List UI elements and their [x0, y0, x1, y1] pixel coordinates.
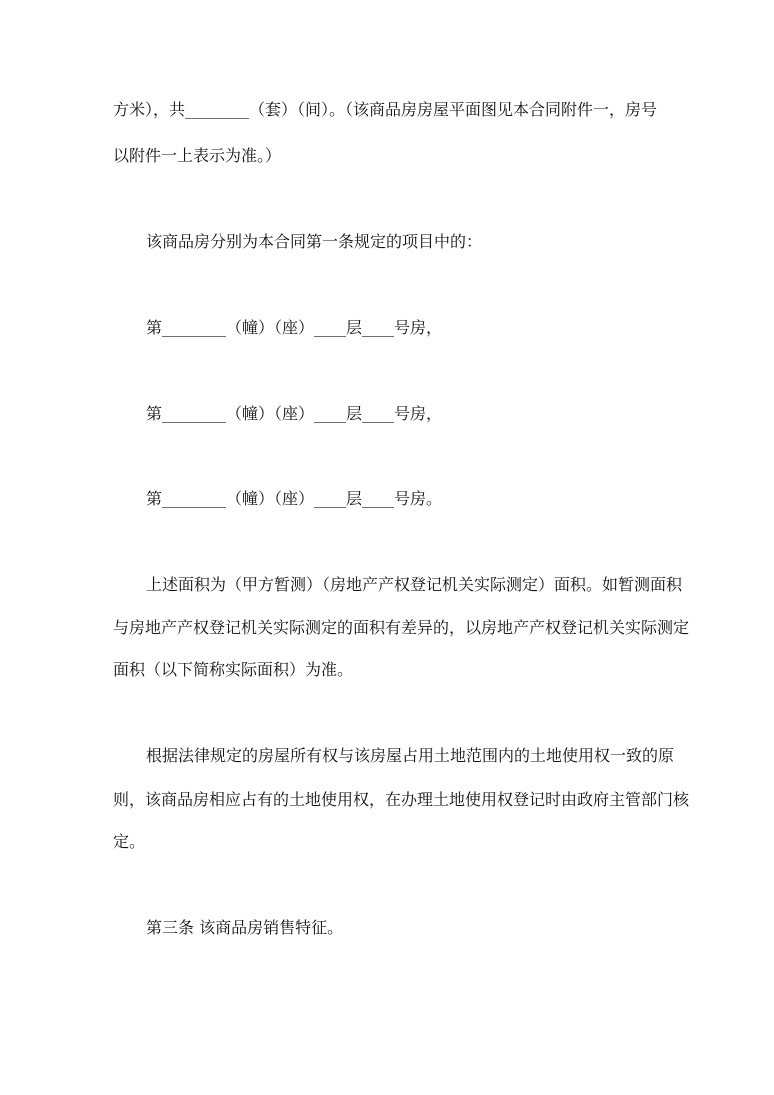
text-line: 面积（以下简称实际面积）为准。 — [113, 660, 354, 679]
text-line: 该商品房分别为本合同第一条规定的项目中的： — [146, 232, 483, 251]
text-line: 根据法律规定的房屋所有权与该房屋占用土地范围内的土地使用权一致的原 — [146, 746, 675, 765]
text-line: 方米），共________（套）（间）。（该商品房房屋平面图见本合同附件一，房号 — [113, 100, 658, 119]
unit-line: 第________（幢）（座）____层____号房， — [146, 404, 443, 423]
text-line: 与房地产产权登记机关实际测定的面积有差异的，以房地产产权登记机关实际测定 — [113, 618, 690, 637]
section-heading: 第三条 该商品房销售特征。 — [146, 918, 344, 937]
unit-line: 第________（幢）（座）____层____号房， — [146, 318, 443, 337]
text-line: 定。 — [113, 832, 146, 851]
text-line: 则，该商品房相应占有的土地使用权，在办理土地使用权登记时由政府主管部门核 — [113, 790, 690, 809]
text-line: 上述面积为（甲方暂测）（房地产产权登记机关实际测定）面积。如暂测面积 — [146, 575, 683, 594]
unit-line: 第________（幢）（座）____层____号房。 — [146, 489, 443, 508]
text-line: 以附件一上表示为准。） — [113, 146, 282, 165]
